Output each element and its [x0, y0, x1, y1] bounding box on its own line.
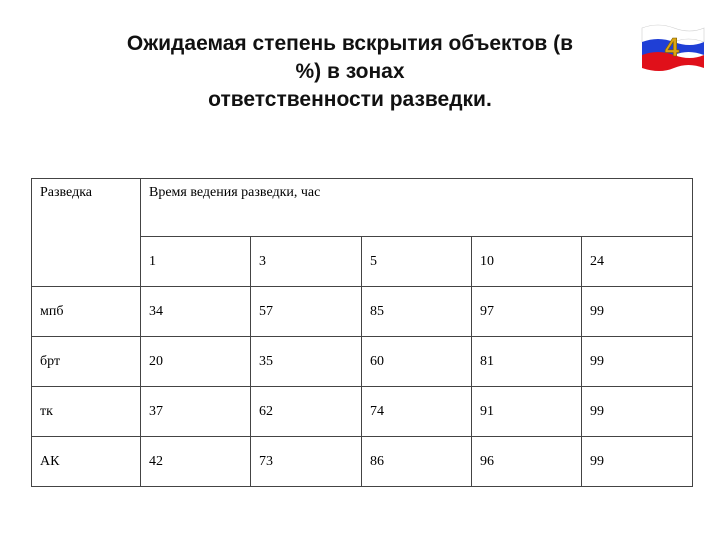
- value-cell: 99: [582, 287, 693, 337]
- value-cell: 42: [141, 437, 251, 487]
- value-cell: 99: [582, 437, 693, 487]
- row-label: тк: [32, 387, 141, 437]
- group-header-cell: Время ведения разведки, час: [141, 179, 693, 237]
- title-line-3: ответственности разведки.: [208, 88, 492, 111]
- table-row: [32, 387, 693, 437]
- value-cell: 99: [582, 337, 693, 387]
- title-line-1: Ожидаемая степень вскрытия объектов (в: [126, 32, 574, 55]
- value-cell: 20: [141, 337, 251, 387]
- table-row: [32, 437, 693, 487]
- value-cell: 97: [472, 287, 582, 337]
- hour-cell: 24: [582, 237, 693, 287]
- value-cell: 81: [472, 337, 582, 387]
- value-cell: 34: [141, 287, 251, 337]
- value-cell: 60: [362, 337, 472, 387]
- title-line-2: %) в зонах: [295, 60, 405, 83]
- russian-flag-icon: [638, 22, 706, 72]
- table-row: [32, 337, 693, 387]
- value-cell: 99: [582, 387, 693, 437]
- row-label: брт: [32, 337, 141, 387]
- value-cell: 37: [141, 387, 251, 437]
- hour-cell: 3: [251, 237, 362, 287]
- corner-header-cell: Разведка: [32, 179, 141, 287]
- value-cell: 96: [472, 437, 582, 487]
- hour-cell: 10: [472, 237, 582, 287]
- value-cell: 85: [362, 287, 472, 337]
- table-header-row: [32, 179, 693, 237]
- value-cell: 74: [362, 387, 472, 437]
- slide-title: [60, 30, 640, 114]
- value-cell: 57: [251, 287, 362, 337]
- row-label: мпб: [32, 287, 141, 337]
- hour-cell: 1: [141, 237, 251, 287]
- value-cell: 35: [251, 337, 362, 387]
- row-label: АК: [32, 437, 141, 487]
- detection-table: [31, 178, 693, 487]
- value-cell: 86: [362, 437, 472, 487]
- value-cell: 62: [251, 387, 362, 437]
- hour-cell: 5: [362, 237, 472, 287]
- table-row: [32, 287, 693, 337]
- slide-number: 4: [664, 32, 680, 62]
- value-cell: 91: [472, 387, 582, 437]
- value-cell: 73: [251, 437, 362, 487]
